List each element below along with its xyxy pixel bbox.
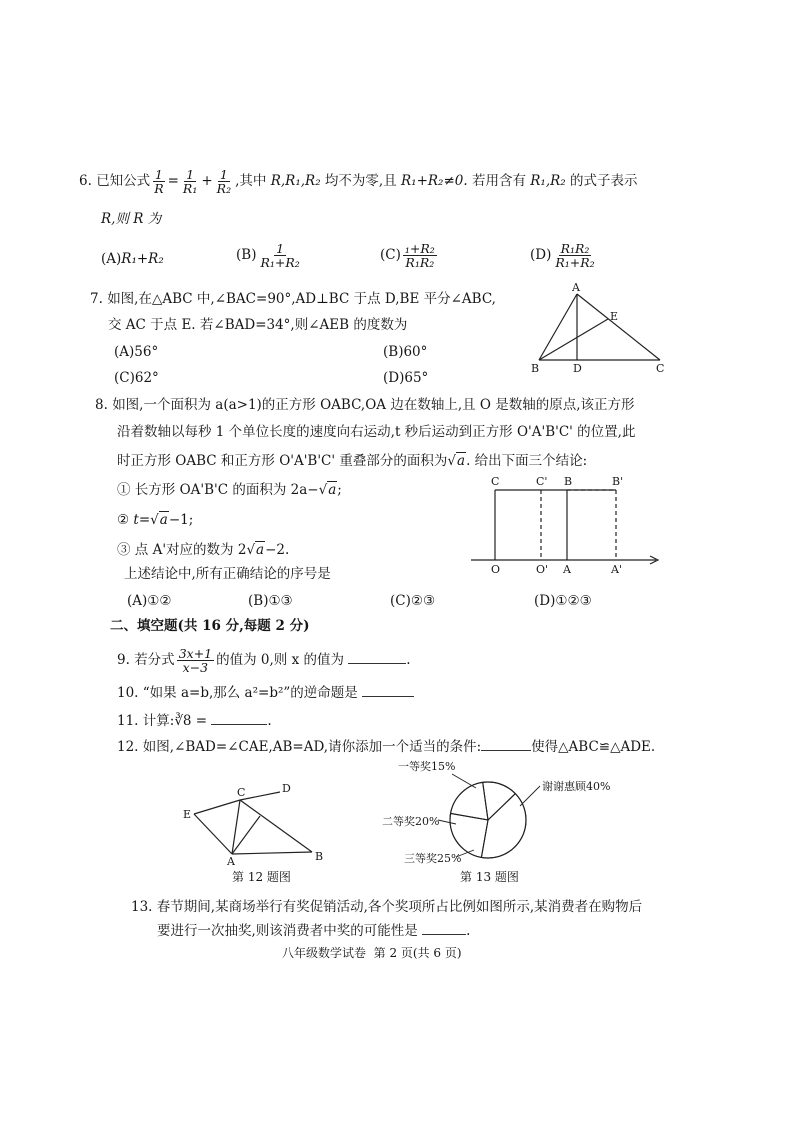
- q8-label-b: B: [564, 475, 573, 488]
- q13-line1: [131, 898, 642, 916]
- q7-option-b[interactable]: (B)60°: [383, 344, 428, 360]
- q8-c3-text: 点 A'对应的数为 2: [134, 542, 247, 558]
- q7-label-c: C: [656, 362, 665, 375]
- q13-pie-chart: [382, 758, 650, 878]
- q8-c1-mark: ①: [117, 482, 131, 498]
- q7-text-1: 如图,在△ABC 中,∠BAC=90°,AD⊥BC 于点 D,BE 平分∠ABC,: [107, 291, 496, 307]
- q8-summary: 上述结论中,所有正确结论的序号是: [124, 566, 331, 582]
- q13-text-2: 要进行一次抽奖,则该消费者中奖的可能性是: [157, 923, 418, 939]
- q7-side-ab: [539, 294, 577, 360]
- q13-line2: [157, 922, 470, 940]
- q6-line2: R,则 R 为: [101, 211, 162, 227]
- q8-line3: 时正方形 OABC 和正方形 O'A'B'C' 重叠部分的面积为√a. 给出下面三个结论:: [117, 453, 588, 469]
- q6-option-b-label: (B): [236, 247, 257, 263]
- q11-text: 计算:∛8 =: [142, 713, 208, 729]
- q7-label-b: B: [531, 362, 540, 375]
- q6-option-b-num: 1: [276, 241, 285, 256]
- q6-option-d[interactable]: [530, 242, 599, 269]
- q11-number: 11.: [117, 713, 139, 729]
- q12-answer-blank[interactable]: [481, 738, 531, 751]
- q10-number: 10.: [117, 685, 139, 701]
- q8-option-d[interactable]: (D)①②③: [534, 593, 592, 609]
- q6-text-pre: 已知公式: [96, 173, 151, 189]
- q6-option-b-frac: [258, 242, 301, 269]
- q6-formula-lhs: [152, 168, 165, 195]
- q8-c1-end: ;: [337, 482, 342, 498]
- q7-triangle-figure: [528, 281, 668, 378]
- q9-line: [117, 647, 411, 674]
- q8-conclusion-3: ③ 点 A'对应的数为 2√a−2.: [117, 542, 290, 558]
- q6-vars2: R₁,R₂: [530, 173, 566, 189]
- q8-label-a-prime: A': [611, 563, 622, 576]
- q6-text-mid: ,其中: [235, 173, 267, 189]
- q7-option-d[interactable]: (D)65°: [383, 370, 429, 386]
- q12-text: 如图,∠BAD=∠CAE,AB=AD,请你添加一个适当的条件:: [142, 739, 482, 755]
- q7-number: 7.: [90, 291, 103, 307]
- q12-label-a: A: [227, 855, 235, 868]
- q13-end: .: [466, 923, 471, 939]
- q6-vars: R,R₁,R₂: [270, 173, 321, 189]
- q6-option-c-label: (C): [380, 247, 401, 263]
- q6-option-d-label: (D): [530, 247, 552, 263]
- q8-c2-mark: ②: [117, 512, 130, 528]
- q6-text-post: 均不为零,且: [324, 173, 397, 189]
- q8-number: 8.: [95, 397, 108, 413]
- q8-label-c: C: [491, 475, 500, 488]
- q12-label-e: E: [183, 808, 192, 821]
- q12-side-cb: [240, 800, 312, 852]
- q6-formula-lhs-num: 1: [154, 167, 163, 182]
- q12-geometry-figure: [180, 780, 330, 870]
- section-2-title: 二、填空题(共 16 分,每题 2 分): [110, 618, 310, 634]
- q8-label-o-prime: O': [536, 563, 549, 576]
- q8-c3-sqrt: a: [256, 542, 265, 558]
- q12-side-ec: [194, 800, 240, 814]
- q6-formula-r2-num: 1: [219, 167, 228, 182]
- q9-end: .: [406, 652, 411, 668]
- pie-slice-4: [451, 782, 488, 820]
- q6-condition: R₁+R₂≠0.: [401, 173, 468, 189]
- q11-answer-blank[interactable]: [211, 712, 267, 725]
- q7-label-d: D: [573, 362, 582, 375]
- q7-option-c[interactable]: (C)62°: [114, 370, 159, 386]
- q7-label-e: E: [610, 310, 619, 323]
- q8-line1: [95, 396, 635, 414]
- q12-ray-cd: [240, 792, 280, 800]
- q6-formula-r1: [181, 168, 199, 195]
- q12-tail: 使得△ABC≌△ADE.: [531, 739, 656, 755]
- q8-c2-sqrt: a: [159, 512, 168, 528]
- q8-text-1: 如图,一个面积为 a(a>1)的正方形 OABC,OA 边在数轴上,且 O 是数轴的原点,该正方形: [112, 397, 635, 413]
- q13-text-1: 春节期间,某商场举行有奖促销活动,各个奖项所占比例如图所示,某消费者在购物后: [156, 899, 643, 915]
- q13-answer-blank[interactable]: [422, 922, 466, 935]
- q8-c2-end: −1;: [168, 512, 194, 528]
- q6-option-d-num: R₁R₂: [560, 241, 590, 256]
- q10-text: “如果 a=b,那么 a²=b²”的逆命题是: [142, 685, 358, 701]
- q6-formula-lhs-den: R: [154, 181, 164, 196]
- q9-answer-blank[interactable]: [348, 651, 406, 664]
- q12-label-c: C: [237, 786, 246, 799]
- q6-formula-r1-den: R₁: [182, 181, 198, 196]
- q8-label-c-prime: C': [536, 475, 548, 488]
- page-footer: 八年级数学试卷 第 2 页(共 6 页): [282, 946, 462, 960]
- q10-answer-blank[interactable]: [362, 684, 414, 697]
- q8-c3-mark: ③: [117, 542, 131, 558]
- q6-option-c-frac: [403, 242, 437, 269]
- q12-side-ab: [232, 852, 312, 854]
- pie-slice-3: [450, 813, 488, 857]
- q11-end: .: [267, 713, 272, 729]
- q7-option-a[interactable]: (A)56°: [114, 344, 159, 360]
- q6-option-d-den: R₁+R₂: [555, 255, 595, 270]
- q8-label-o: O: [491, 563, 501, 576]
- q10-line: [117, 684, 414, 702]
- q8-sqrt-a: a: [457, 453, 466, 469]
- q8-number-line-figure: [466, 472, 666, 582]
- q12-caption: 第 12 题图: [232, 870, 291, 884]
- pie-label-4: 二等奖20%: [382, 815, 440, 828]
- q9-fraction: [177, 647, 214, 674]
- q8-option-a[interactable]: (A)①②: [127, 593, 172, 609]
- q6-number: 6.: [79, 173, 92, 189]
- q6-formula-r1-num: 1: [186, 167, 195, 182]
- q8-c3-end: −2.: [265, 542, 290, 558]
- pie-label-2: 谢谢惠顾40%: [542, 780, 611, 793]
- q8-line2: 沿着数轴以每秒 1 个单位长度的速度向右运动,t 秒后运动到正方形 O'A'B'C' 的位置,此: [117, 424, 636, 440]
- q12-side-ae: [194, 814, 232, 854]
- q7-side-ac: [577, 294, 660, 360]
- q8-option-c[interactable]: (C)②③: [390, 593, 436, 609]
- q8-text-3: 时正方形 OABC 和正方形 O'A'B'C' 重叠部分的面积为: [117, 453, 448, 469]
- q6-text-end: 的式子表示: [570, 173, 638, 189]
- q9-post: 的值为 0,则 x 的值为: [216, 652, 344, 668]
- q8-conclusion-2: ② t=√a−1;: [117, 512, 194, 528]
- q8-conclusion-1: ① 长方形 OA'B'C 的面积为 2a−√a;: [117, 482, 342, 498]
- q9-fraction-num: 3x+1: [178, 646, 213, 661]
- q13-number: 13.: [131, 899, 153, 915]
- q8-option-b[interactable]: (B)①③: [248, 593, 293, 609]
- q8-c2-text: t=: [133, 512, 151, 528]
- q6-option-b[interactable]: [236, 242, 304, 269]
- q6-formula-r2: [215, 168, 233, 195]
- q9-number: 9.: [117, 652, 130, 668]
- q12-label-b: B: [315, 850, 324, 863]
- q12-line: [117, 738, 655, 756]
- pie-leader-line-4: [438, 820, 456, 824]
- q6-option-c[interactable]: [380, 242, 439, 269]
- pie-slice-2: [481, 794, 526, 858]
- q6-line1: 6. 已知公式 $\frac{1}{R}$ = $\frac{1}{\text{R₁}}$ + $\frac{1}{\text{R₂}}$ ,其中 R,R₁,R₂ 均不为零,且 R₁+R₂≠0. 若用含有 R₁,R₂ 的式子表示: [79, 167, 638, 196]
- q12-label-d: D: [282, 782, 291, 795]
- q8-label-a: A: [563, 563, 571, 576]
- pie-label-1: 一等奖15%: [398, 760, 456, 773]
- q7-label-a: A: [572, 281, 580, 294]
- q6-option-c-den: R₁R₂: [405, 255, 435, 270]
- q8-label-b-prime: B': [612, 475, 624, 488]
- q8-c1-sqrt: a: [328, 482, 337, 498]
- q13-caption: 第 13 题图: [460, 870, 519, 884]
- q7-bisector-be: [539, 319, 608, 360]
- q9-pre: 若分式: [134, 652, 175, 668]
- q9-fraction-den: x−3: [182, 660, 209, 675]
- q7-line2: 交 AC 于点 E. 若∠BAD=34°,则∠AEB 的度数为: [108, 317, 408, 333]
- q8-text-3-end: . 给出下面三个结论:: [466, 453, 588, 469]
- q6-option-a[interactable]: [101, 250, 164, 268]
- q6-text-tail: 若用含有: [471, 173, 526, 189]
- q6-option-a-value: R₁+R₂: [121, 251, 164, 267]
- pie-label-3: 三等奖25%: [404, 852, 462, 865]
- q7-line1: [90, 290, 496, 308]
- q6-option-b-den: R₁+R₂: [260, 255, 300, 270]
- q8-c1-text: 长方形 OA'B'C 的面积为 2a−: [134, 482, 319, 498]
- q12-number: 12.: [117, 739, 139, 755]
- q6-option-d-frac: [553, 242, 596, 269]
- q6-option-c-num: ₁+R₂: [404, 241, 435, 256]
- pie-leader-line-2: [520, 786, 540, 806]
- q6-option-a-label: (A): [101, 251, 122, 267]
- q12-side-ac: [232, 800, 240, 854]
- q6-formula-r2-den: R₂: [216, 181, 232, 196]
- q11-line: [117, 712, 272, 730]
